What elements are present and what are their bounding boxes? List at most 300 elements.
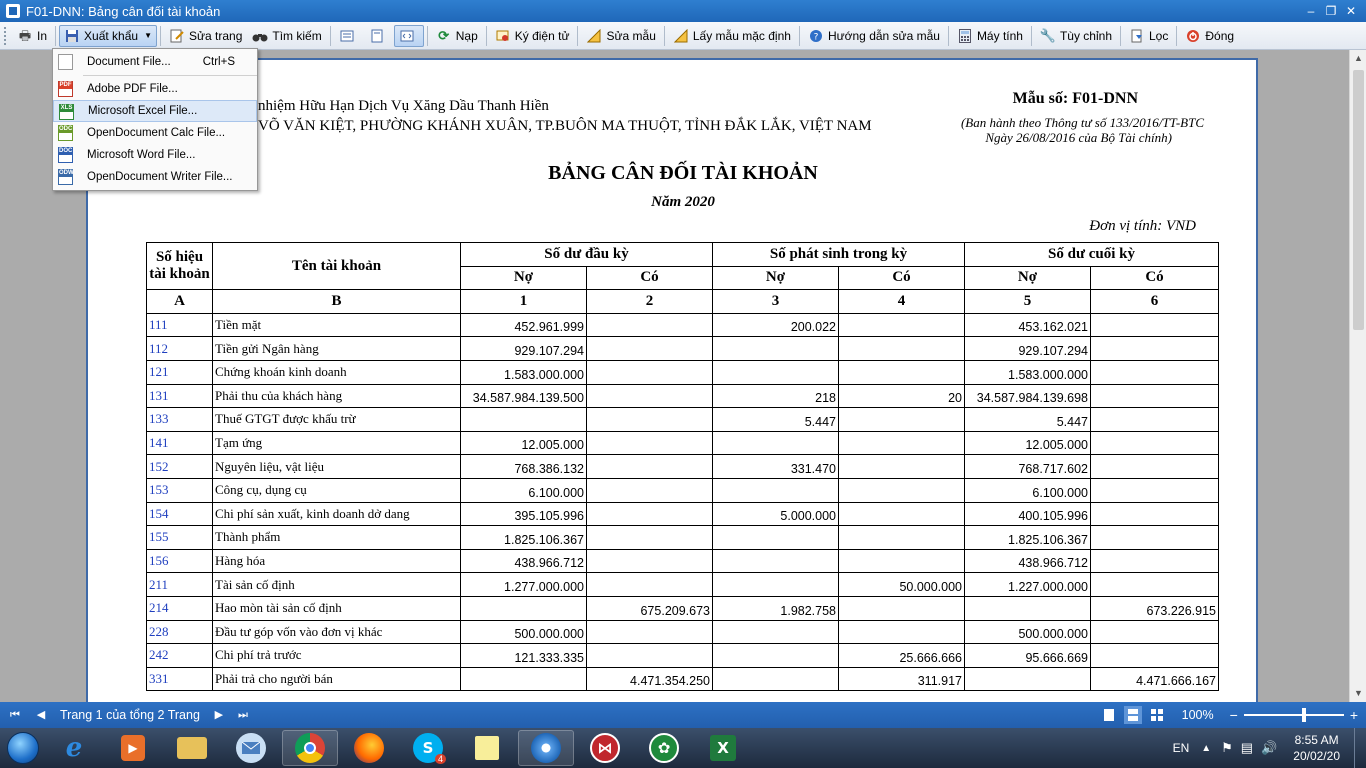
- cell-account-code: 152: [147, 455, 213, 479]
- cell-closing-credit: [1091, 526, 1219, 550]
- menu-separator: [83, 75, 257, 76]
- accounting-app-icon: [531, 733, 561, 763]
- cell-closing-debit: 453.162.021: [965, 313, 1091, 337]
- internet-explorer-icon: e: [65, 733, 83, 763]
- esign-label: Ký điện tử: [514, 28, 570, 43]
- cell-account-name: Tiền gửi Ngân hàng: [213, 337, 461, 361]
- close-report-button[interactable]: [1180, 25, 1239, 47]
- cell-account-name: Phải trả cho người bán: [213, 667, 461, 691]
- save-disk-icon: [64, 28, 80, 44]
- last-page-icon[interactable]: ⏭: [237, 709, 248, 721]
- cell-opening-credit: [587, 455, 713, 479]
- header-account-code: Số hiệu tài khoản: [147, 243, 213, 290]
- cell-account-name: Thành phẩm: [213, 526, 461, 550]
- sticky-notes-icon: [475, 736, 499, 760]
- cell-closing-credit: [1091, 478, 1219, 502]
- cell-period-credit: [839, 620, 965, 644]
- flag-icon[interactable]: ⚑: [1221, 740, 1233, 755]
- menu-item-label: Document File...: [87, 56, 171, 68]
- default-template-button[interactable]: [668, 25, 796, 47]
- taskbar-notes[interactable]: [459, 730, 515, 766]
- table-row: [147, 360, 1219, 384]
- cell-period-debit: [713, 478, 839, 502]
- odt-file-icon: ODW: [58, 169, 73, 185]
- system-tray: [1173, 728, 1366, 768]
- header-credit: Có: [1091, 266, 1219, 290]
- cell-opening-debit: 34.587.984.139.500: [461, 384, 587, 408]
- windows-orb-icon: [7, 732, 39, 764]
- cell-account-name: Phải thu của khách hàng: [213, 384, 461, 408]
- cell-closing-debit: [965, 667, 1091, 691]
- binoculars-icon: [252, 28, 268, 44]
- table-row: [147, 337, 1219, 361]
- edit-page-label: Sửa trang: [188, 28, 243, 43]
- menu-item-pdf[interactable]: [53, 78, 257, 100]
- tray-expand-icon[interactable]: ▲: [1201, 742, 1212, 754]
- toolbar-grip[interactable]: [4, 27, 8, 45]
- cell-account-name: Hao mòn tài sản cố định: [213, 596, 461, 620]
- taskbar-chrome[interactable]: [282, 730, 338, 766]
- cell-opening-debit: [461, 408, 587, 432]
- edit-page-icon: [169, 28, 185, 44]
- cell-opening-credit: [587, 384, 713, 408]
- ruler-pencil-icon: [586, 28, 602, 44]
- cell-period-credit: 311.917: [839, 667, 965, 691]
- toolbar-separator: [427, 26, 428, 46]
- zoom-slider-knob[interactable]: [1302, 708, 1306, 722]
- cell-opening-debit: 1.277.000.000: [461, 573, 587, 597]
- cell-closing-debit: 95.666.669: [965, 644, 1091, 668]
- find-button[interactable]: [247, 25, 326, 47]
- cell-closing-credit: [1091, 549, 1219, 573]
- clock[interactable]: [1293, 732, 1340, 764]
- certificate-icon: [495, 28, 511, 44]
- cell-period-credit: [839, 360, 965, 384]
- table-row: [147, 573, 1219, 597]
- media-player-icon: ▶: [121, 735, 145, 761]
- cell-closing-credit: [1091, 384, 1219, 408]
- view-single-button[interactable]: [334, 25, 364, 47]
- cell-period-credit: [839, 431, 965, 455]
- cell-closing-debit: 438.966.712: [965, 549, 1091, 573]
- folder-icon: [177, 737, 207, 759]
- table-row: [147, 620, 1219, 644]
- toolbar-separator: [330, 26, 331, 46]
- fit-page-icon: [399, 28, 415, 44]
- cell-period-credit: [839, 526, 965, 550]
- cell-opening-credit: [587, 313, 713, 337]
- column-index: B: [213, 290, 461, 314]
- window-controls: [1302, 2, 1360, 20]
- cell-period-debit: 1.982.758: [713, 596, 839, 620]
- cell-closing-debit: 400.105.996: [965, 502, 1091, 526]
- skype-icon: S: [413, 733, 443, 763]
- taskbar-mail[interactable]: [223, 730, 279, 766]
- toolbar-separator: [55, 26, 56, 46]
- header-closing-balance: Số dư cuối kỳ: [965, 243, 1219, 267]
- excel-icon: X: [710, 735, 736, 761]
- header-opening-balance: Số dư đầu kỳ: [461, 243, 713, 267]
- green-app-icon: ✿: [649, 733, 679, 763]
- calculator-button[interactable]: [952, 25, 1028, 47]
- cell-period-debit: [713, 667, 839, 691]
- scrollbar-thumb[interactable]: [1353, 70, 1364, 330]
- page-width-icon: [339, 28, 355, 44]
- cell-opening-debit: 12.005.000: [461, 431, 587, 455]
- menu-shortcut: Ctrl+S: [202, 56, 235, 68]
- menu-item-word[interactable]: [53, 144, 257, 166]
- menu-item-label: Adobe PDF File...: [87, 83, 178, 95]
- cell-opening-debit: 929.107.294: [461, 337, 587, 361]
- cell-opening-credit: 675.209.673: [587, 596, 713, 620]
- start-button[interactable]: [0, 728, 46, 768]
- refresh-icon: ⟳: [438, 27, 450, 43]
- cell-closing-debit: [965, 596, 1091, 620]
- cell-account-name: Tiền mặt: [213, 313, 461, 337]
- form-code: Mẫu số: F01-DNN: [1012, 90, 1138, 107]
- language-indicator[interactable]: EN: [1172, 741, 1190, 755]
- network-icon[interactable]: ▤: [1240, 740, 1254, 755]
- clock-time: 8:55 AM: [1294, 733, 1339, 747]
- app-icon: [6, 4, 20, 18]
- cell-opening-credit: [587, 644, 713, 668]
- cell-period-debit: [713, 549, 839, 573]
- pdf-file-icon: PDF: [58, 81, 73, 97]
- cell-closing-debit: 1.583.000.000: [965, 360, 1091, 384]
- cell-period-debit: [713, 337, 839, 361]
- cell-closing-debit: 5.447: [965, 408, 1091, 432]
- cell-account-name: Tạm ứng: [213, 431, 461, 455]
- red-app-icon: ⋈: [590, 733, 620, 763]
- cell-account-code: 111: [147, 313, 213, 337]
- balance-table-body: [147, 313, 1219, 691]
- cell-opening-debit: 395.105.996: [461, 502, 587, 526]
- cell-closing-credit: [1091, 455, 1219, 479]
- cell-account-name: Chi phí trả trước: [213, 644, 461, 668]
- printer-icon: 🖶: [18, 27, 32, 43]
- cell-opening-credit: [587, 502, 713, 526]
- cell-closing-credit: [1091, 573, 1219, 597]
- cell-period-credit: [839, 478, 965, 502]
- cell-account-code: 155: [147, 526, 213, 550]
- column-index: 5: [965, 290, 1091, 314]
- clock-date: 20/02/20: [1293, 749, 1340, 763]
- menu-item-label: OpenDocument Calc File...: [87, 127, 226, 139]
- cell-period-debit: 5.447: [713, 408, 839, 432]
- edit-template-button[interactable]: [581, 25, 660, 47]
- prev-page-icon[interactable]: ◀: [36, 709, 46, 721]
- header-credit: Có: [587, 266, 713, 290]
- toolbar-separator: [948, 26, 949, 46]
- customize-button[interactable]: [1035, 25, 1117, 47]
- menu-item-excel[interactable]: [53, 100, 257, 122]
- cell-closing-debit: 34.587.984.139.698: [965, 384, 1091, 408]
- taskbar-explorer[interactable]: [164, 730, 220, 766]
- cell-account-name: Đầu tư góp vốn vào đơn vị khác: [213, 620, 461, 644]
- cell-account-code: 228: [147, 620, 213, 644]
- company-address: VÕ VĂN KIỆT, PHƯỜNG KHÁNH XUÂN, TP.BUÔN MA THUỘT, TỈNH ĐẮK LẮK, VIỆT NAM: [258, 118, 872, 134]
- cell-account-code: 153: [147, 478, 213, 502]
- cell-opening-debit: 452.961.999: [461, 313, 587, 337]
- menu-item-label: Microsoft Excel File...: [88, 105, 198, 117]
- cell-account-code: 331: [147, 667, 213, 691]
- cell-opening-debit: 1.583.000.000: [461, 360, 587, 384]
- cell-period-debit: [713, 620, 839, 644]
- scroll-down-icon[interactable]: ▼: [1354, 688, 1363, 698]
- load-button[interactable]: [431, 25, 483, 47]
- taskbar-media[interactable]: [105, 730, 161, 766]
- cell-account-code: 141: [147, 431, 213, 455]
- cell-account-code: 133: [147, 408, 213, 432]
- menu-item-ods[interactable]: [53, 122, 257, 144]
- cell-opening-credit: [587, 337, 713, 361]
- form-note-1: (Ban hành theo Thông tư số 133/2016/TT-BTC: [960, 115, 1204, 130]
- table-row: [147, 455, 1219, 479]
- cell-account-name: Chứng khoán kinh doanh: [213, 360, 461, 384]
- continuous-view-icon[interactable]: [1124, 706, 1142, 724]
- table-row: [147, 549, 1219, 573]
- cell-closing-credit: [1091, 644, 1219, 668]
- cell-opening-debit: [461, 667, 587, 691]
- cell-closing-credit: 4.471.666.167: [1091, 667, 1219, 691]
- cell-opening-debit: 121.333.335: [461, 644, 587, 668]
- filter-label: Lọc: [1149, 28, 1169, 43]
- help-icon: [808, 28, 824, 44]
- windows-taskbar: [0, 728, 1366, 768]
- cell-closing-credit: [1091, 313, 1219, 337]
- page-info: Trang 1 của tổng 2 Trang: [60, 708, 200, 722]
- show-desktop-button[interactable]: [1354, 728, 1366, 768]
- export-button[interactable]: [59, 25, 157, 47]
- cell-account-name: Tài sản cố định: [213, 573, 461, 597]
- wrench-icon: 🔧: [1039, 27, 1057, 43]
- cell-opening-credit: [587, 573, 713, 597]
- firefox-icon: [354, 733, 384, 763]
- cell-period-debit: 331.470: [713, 455, 839, 479]
- header-period-activity: Số phát sinh trong kỳ: [713, 243, 965, 267]
- header-credit: Có: [839, 266, 965, 290]
- cell-account-code: 242: [147, 644, 213, 668]
- cell-account-code: 131: [147, 384, 213, 408]
- table-row: [147, 526, 1219, 550]
- cell-closing-credit: [1091, 431, 1219, 455]
- multi-page-view-icon[interactable]: [1148, 706, 1166, 724]
- cell-opening-credit: [587, 620, 713, 644]
- find-label: Tìm kiếm: [272, 28, 322, 43]
- status-bar: [0, 702, 1366, 728]
- table-row: [147, 431, 1219, 455]
- cell-period-debit: [713, 431, 839, 455]
- cell-closing-credit: [1091, 360, 1219, 384]
- cell-closing-debit: 929.107.294: [965, 337, 1091, 361]
- form-note-2: Ngày 26/08/2016 của Bộ Tài chính): [985, 130, 1172, 145]
- column-index: 2: [587, 290, 713, 314]
- ods-file-icon: ODC: [58, 125, 73, 141]
- cell-account-name: Hàng hóa: [213, 549, 461, 573]
- skype-badge: 4: [435, 754, 446, 764]
- svg-text:?: ?: [813, 32, 819, 42]
- excel-file-icon: XLS: [59, 104, 74, 120]
- cell-opening-credit: [587, 408, 713, 432]
- taskbar-app-active[interactable]: [518, 730, 574, 766]
- cell-account-name: Chi phí sản xuất, kinh doanh dở dang: [213, 502, 461, 526]
- header-debit: Nợ: [713, 266, 839, 290]
- window-titlebar: [0, 0, 1366, 22]
- mail-app-icon: [236, 733, 266, 763]
- cell-period-credit: [839, 596, 965, 620]
- cell-closing-credit: [1091, 337, 1219, 361]
- menu-item-label: Microsoft Word File...: [87, 149, 196, 161]
- cell-closing-debit: 500.000.000: [965, 620, 1091, 644]
- cell-period-credit: [839, 549, 965, 573]
- cell-opening-debit: 1.825.106.367: [461, 526, 587, 550]
- header-debit: Nợ: [461, 266, 587, 290]
- cell-opening-debit: [461, 596, 587, 620]
- esign-button[interactable]: [490, 25, 575, 47]
- close-window-button[interactable]: ✕: [1345, 4, 1357, 18]
- taskbar-skype[interactable]: [400, 730, 456, 766]
- cell-opening-debit: 6.100.000: [461, 478, 587, 502]
- cell-opening-debit: 768.386.132: [461, 455, 587, 479]
- guide-label: Hướng dẫn sửa mẫu: [827, 28, 940, 43]
- report-year: Năm 2020: [651, 194, 715, 210]
- cell-period-debit: 5.000.000: [713, 502, 839, 526]
- window-title: F01-DNN: Bảng cân đối tài khoản: [26, 3, 221, 19]
- toolbar-separator: [486, 26, 487, 46]
- zoom-level: 100%: [1181, 708, 1214, 722]
- calculator-label: Máy tính: [976, 28, 1023, 43]
- maximize-button[interactable]: ❐: [1325, 4, 1337, 18]
- default-template-label: Lấy mẫu mặc định: [692, 28, 791, 43]
- toolbar-separator: [1031, 26, 1032, 46]
- header-debit: Nợ: [965, 266, 1091, 290]
- power-icon: [1185, 28, 1201, 44]
- cell-opening-debit: 500.000.000: [461, 620, 587, 644]
- table-row: [147, 596, 1219, 620]
- cell-opening-credit: [587, 360, 713, 384]
- column-index: 1: [461, 290, 587, 314]
- scroll-up-icon[interactable]: ▲: [1354, 53, 1363, 63]
- volume-icon[interactable]: 🔊: [1261, 740, 1278, 755]
- menu-item-odt[interactable]: [53, 166, 257, 188]
- taskbar-ie[interactable]: [46, 730, 102, 766]
- column-index: 3: [713, 290, 839, 314]
- cell-closing-debit: 1.825.106.367: [965, 526, 1091, 550]
- cell-opening-credit: [587, 478, 713, 502]
- menu-item-label: OpenDocument Writer File...: [87, 171, 233, 183]
- edit-page-button[interactable]: [164, 25, 247, 47]
- main-toolbar: [0, 22, 1366, 50]
- cell-opening-credit: [587, 549, 713, 573]
- cell-period-credit: [839, 502, 965, 526]
- cell-closing-debit: 1.227.000.000: [965, 573, 1091, 597]
- report-title: BẢNG CÂN ĐỐI TÀI KHOẢN: [548, 162, 818, 184]
- menu-item-document-file[interactable]: [53, 51, 257, 73]
- customize-label: Tùy chỉnh: [1059, 28, 1112, 43]
- cell-closing-credit: [1091, 620, 1219, 644]
- column-index: 6: [1091, 290, 1219, 314]
- chrome-icon: [295, 733, 325, 763]
- calculator-icon: [957, 28, 973, 44]
- export-menu: [52, 48, 258, 191]
- cell-period-credit: [839, 313, 965, 337]
- zoom-in-icon[interactable]: +: [1349, 707, 1358, 723]
- load-label: Nạp: [455, 28, 478, 43]
- word-file-icon: DOC: [58, 147, 73, 163]
- toolbar-separator: [1176, 26, 1177, 46]
- cell-opening-credit: [587, 526, 713, 550]
- cell-account-code: 211: [147, 573, 213, 597]
- company-name: nhiệm Hữu Hạn Dịch Vụ Xăng Dầu Thanh Hiền: [258, 98, 549, 114]
- cell-closing-credit: 673.226.915: [1091, 596, 1219, 620]
- cell-account-code: 121: [147, 360, 213, 384]
- report-page: [86, 58, 1258, 758]
- next-page-icon[interactable]: ▶: [214, 709, 224, 721]
- column-index: 4: [839, 290, 965, 314]
- balance-table: [146, 242, 1219, 691]
- view-page-button[interactable]: [364, 25, 394, 47]
- cell-closing-debit: 768.717.602: [965, 455, 1091, 479]
- chevron-down-icon: ▼: [144, 31, 152, 40]
- toolbar-separator: [1120, 26, 1121, 46]
- edit-template-label: Sửa mẫu: [606, 28, 656, 43]
- taskbar-firefox[interactable]: [341, 730, 397, 766]
- cell-account-code: 214: [147, 596, 213, 620]
- cell-account-code: 154: [147, 502, 213, 526]
- cell-period-credit: 50.000.000: [839, 573, 965, 597]
- first-page-icon[interactable]: ⏮: [10, 709, 20, 721]
- cell-period-credit: 25.666.666: [839, 644, 965, 668]
- cell-period-debit: [713, 573, 839, 597]
- cell-period-credit: [839, 337, 965, 361]
- filter-button[interactable]: [1124, 25, 1173, 47]
- zoom-out-icon[interactable]: −: [1229, 707, 1238, 723]
- document-file-icon: [58, 54, 73, 70]
- guide-button[interactable]: [803, 25, 945, 47]
- cell-closing-debit: 6.100.000: [965, 478, 1091, 502]
- toolbar-separator: [799, 26, 800, 46]
- cell-period-credit: [839, 455, 965, 479]
- cell-period-debit: 200.022: [713, 313, 839, 337]
- toolbar-separator: [664, 26, 665, 46]
- column-index: A: [147, 290, 213, 314]
- toolbar-separator: [160, 26, 161, 46]
- zoom-slider[interactable]: [1244, 714, 1344, 716]
- single-page-view-icon[interactable]: [1100, 706, 1118, 724]
- print-button[interactable]: [12, 25, 52, 47]
- cell-period-debit: 218: [713, 384, 839, 408]
- view-fit-button[interactable]: [394, 25, 424, 47]
- table-row: [147, 644, 1219, 668]
- cell-closing-credit: [1091, 408, 1219, 432]
- taskbar-excel[interactable]: [695, 730, 751, 766]
- minimize-button[interactable]: –: [1307, 4, 1315, 18]
- taskbar-app-red[interactable]: [577, 730, 633, 766]
- status-right: [1100, 706, 1358, 724]
- table-row: [147, 502, 1219, 526]
- table-row: [147, 384, 1219, 408]
- vertical-scrollbar[interactable]: [1349, 50, 1366, 702]
- header-account-name: Tên tài khoản: [213, 243, 461, 290]
- taskbar-app-green[interactable]: [636, 730, 692, 766]
- currency-unit: Đơn vị tính: VND: [1089, 218, 1196, 234]
- cell-opening-credit: 4.471.354.250: [587, 667, 713, 691]
- cell-period-credit: [839, 408, 965, 432]
- cell-opening-credit: [587, 431, 713, 455]
- cell-period-debit: [713, 644, 839, 668]
- print-label: In: [37, 28, 48, 43]
- cell-account-name: Nguyên liệu, vật liệu: [213, 455, 461, 479]
